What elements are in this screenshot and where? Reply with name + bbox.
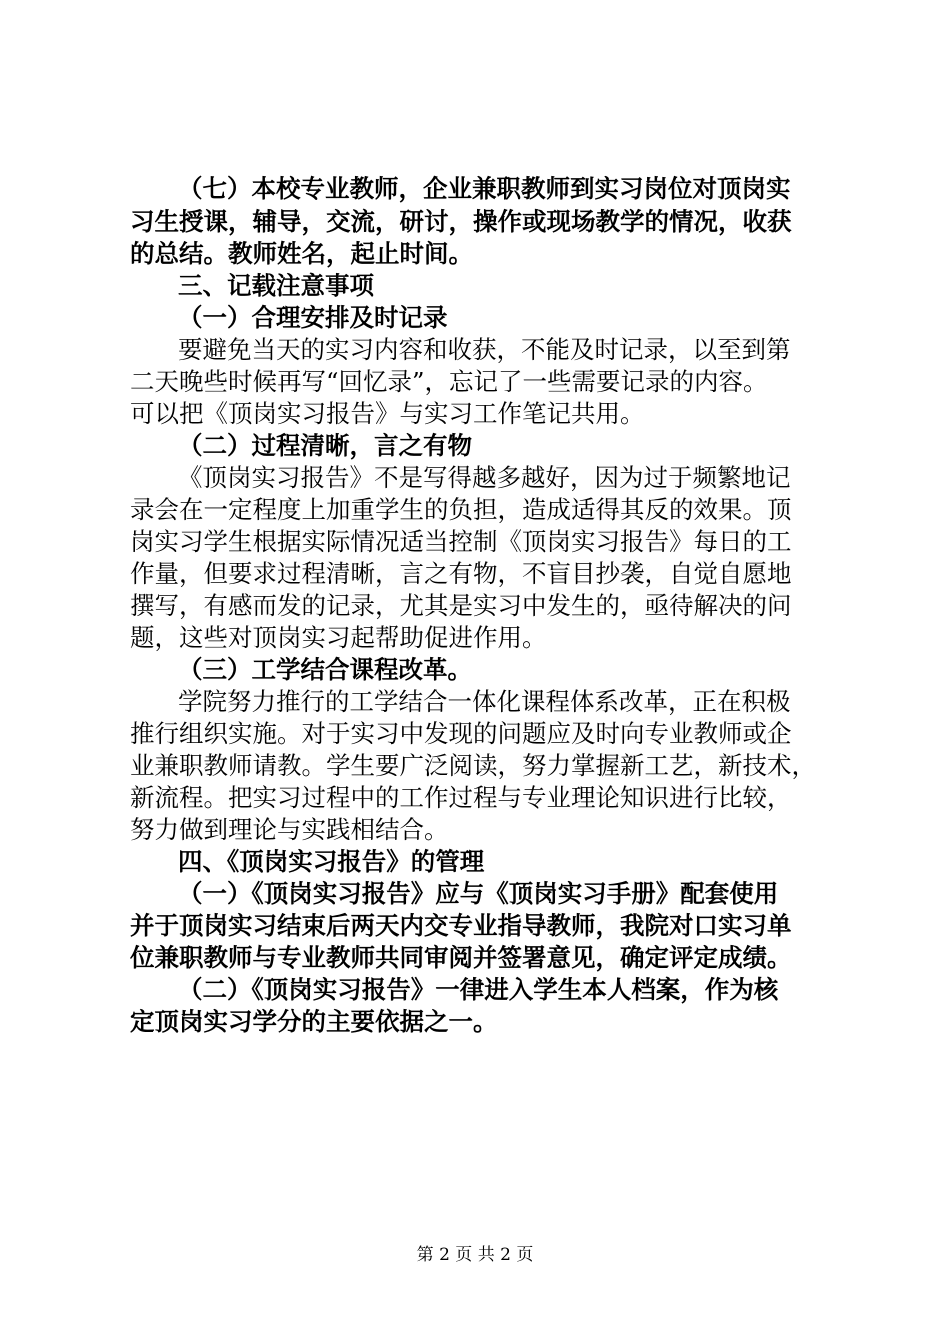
section-heading: 三、记载注意事项 — [178, 271, 374, 300]
subsection-heading: （三）工学结合课程改革。 — [178, 655, 472, 684]
paragraph-line: （七）本校专业教师，企业兼职教师到实习岗位对顶岗实 — [178, 174, 791, 203]
paragraph-line: 推行组织实施。对于实习中发现的问题应及时向专业教师或企 — [130, 719, 792, 748]
paragraph-line: 新流程。把实习过程中的工作过程与专业理论知识进行比较， — [130, 783, 792, 812]
paragraph-line: 习生授课，辅导，交流，研讨，操作或现场教学的情况，收获 — [130, 207, 792, 236]
paragraph-line: 《顶岗实习报告》不是写得越多越好，因为过于频繁地记 — [178, 463, 791, 492]
paragraph-line: 作量，但要求过程清晰，言之有物，不盲目抄袭，自觉自愿地 — [130, 559, 792, 588]
paragraph-line: （一）《顶岗实习报告》应与《顶岗实习手册》配套使用 — [178, 879, 779, 908]
paragraph-line: 定顶岗实习学分的主要依据之一。 — [130, 1007, 498, 1036]
paragraph-line: 业兼职教师请教。学生要广泛阅读，努力掌握新工艺，新技术， — [130, 751, 816, 780]
paragraph-line: 撰写，有感而发的记录，尤其是实习中发生的，亟待解决的问 — [130, 591, 792, 620]
paragraph-line: 并于顶岗实习结束后两天内交专业指导教师，我院对口实习单 — [130, 911, 792, 940]
paragraph-line: 题，这些对顶岗实习起帮助促进作用。 — [130, 623, 547, 652]
paragraph-line: 可以把《顶岗实习报告》与实习工作笔记共用。 — [130, 399, 645, 428]
paragraph-line: 二天晚些时候再写“回忆录”，忘记了一些需要记录的内容。 — [130, 367, 768, 396]
subsection-heading: （一）合理安排及时记录 — [178, 303, 448, 332]
paragraph-line: 的总结。教师姓名，起止时间。 — [130, 239, 473, 268]
paragraph-line: 岗实习学生根据实际情况适当控制《顶岗实习报告》每日的工 — [130, 527, 792, 556]
paragraph-line: 录会在一定程度上加重学生的负担，造成适得其反的效果。顶 — [130, 495, 792, 524]
paragraph-line: 学院努力推行的工学结合一体化课程体系改革，正在积极 — [178, 687, 791, 716]
page-footer: 第 2 页 共 2 页 — [416, 1245, 534, 1265]
subsection-heading: （二）过程清晰，言之有物 — [178, 431, 472, 460]
paragraph-line: 努力做到理论与实践相结合。 — [130, 815, 449, 844]
section-heading: 四、《顶岗实习报告》的管理 — [178, 847, 485, 876]
paragraph-line: （二）《顶岗实习报告》一律进入学生本人档案，作为核 — [178, 975, 779, 1004]
paragraph-line: 位兼职教师与专业教师共同审阅并签署意见，确定评定成绩。 — [130, 943, 792, 972]
paragraph-line: 要避免当天的实习内容和收获，不能及时记录，以至到第 — [178, 335, 791, 364]
